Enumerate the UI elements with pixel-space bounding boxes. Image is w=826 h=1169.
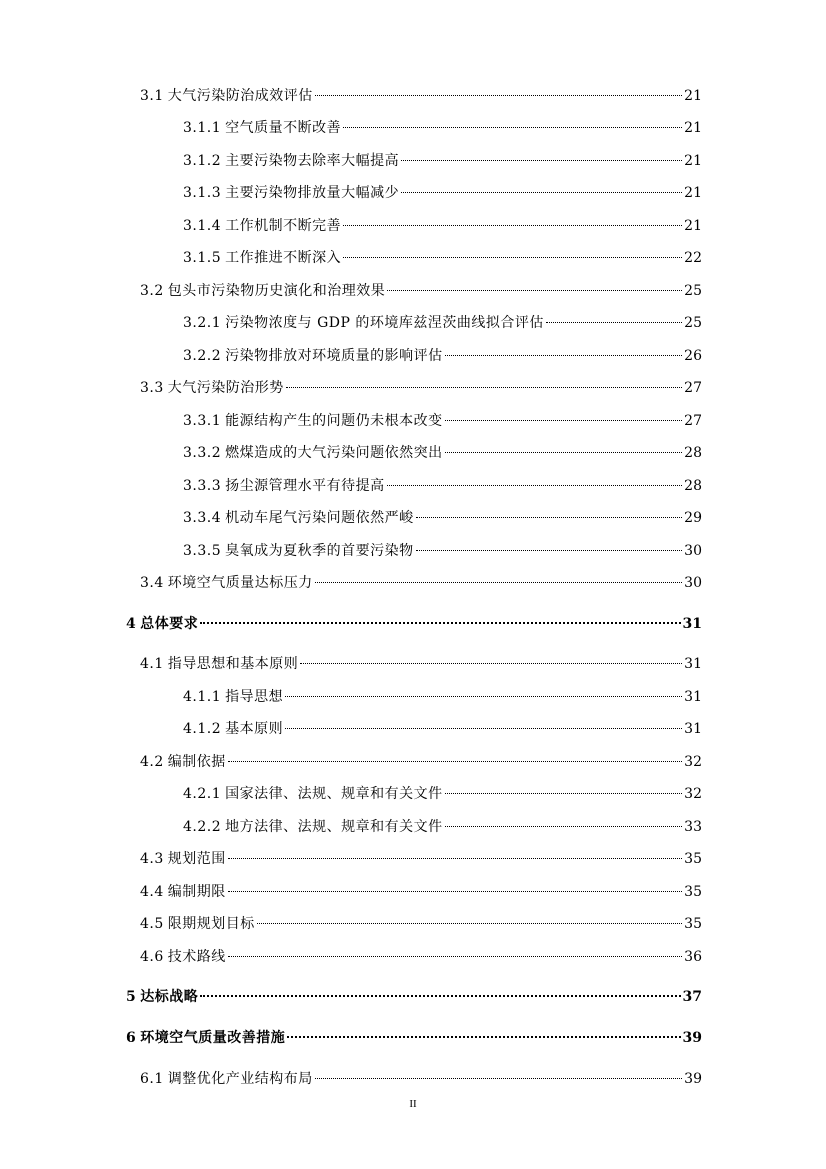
toc-entry-label: 6.1 调整优化产业结构布局 [140, 1071, 313, 1087]
toc-page-number: 31 [682, 616, 702, 632]
toc-entry-label: 3.1.3 主要污染物排放量大幅减少 [183, 185, 400, 201]
dot-leader [445, 792, 683, 794]
dot-leader [343, 256, 682, 258]
toc-page-number: 21 [684, 153, 702, 169]
toc-entry-label: 4.1 指导思想和基本原则 [140, 656, 299, 672]
dot-leader [315, 1077, 682, 1079]
dot-leader [200, 621, 680, 624]
dot-leader [285, 695, 682, 697]
dot-leader [300, 662, 682, 664]
dot-leader [401, 159, 682, 161]
dot-leader [315, 94, 682, 96]
toc-entry-label: 5 达标战略 [126, 989, 199, 1005]
toc-page-number: 32 [684, 786, 702, 802]
toc-entry[interactable] [140, 378, 702, 398]
toc-entry[interactable] [183, 541, 702, 561]
toc-entry[interactable] [183, 476, 702, 496]
toc-page-number: 25 [684, 315, 702, 331]
toc-page-number: 31 [684, 656, 702, 672]
dot-leader [257, 922, 682, 924]
toc-page-number: 29 [684, 510, 702, 526]
toc-entry[interactable] [183, 346, 702, 366]
toc-entry[interactable] [183, 216, 702, 236]
toc-entry-label: 3.3 大气污染防治形势 [140, 380, 284, 396]
toc-entry[interactable] [183, 411, 702, 431]
toc-entry-label: 4.2.1 国家法律、法规、规章和有关文件 [183, 786, 443, 802]
dot-leader [287, 1035, 680, 1038]
toc-entry[interactable] [183, 118, 702, 138]
page-footer-number: II [409, 1098, 417, 1110]
toc-entry-label: 3.3.3 扬尘源管理水平有待提高 [183, 478, 385, 494]
toc-entry-label: 3.1.4 工作机制不断完善 [183, 218, 342, 234]
toc-page-number: 37 [682, 989, 702, 1005]
toc-entry-label: 3.1.5 工作推进不断深入 [183, 250, 342, 266]
toc-page-number: 32 [684, 754, 702, 770]
toc-entry-label: 3.1.2 主要污染物去除率大幅提高 [183, 153, 400, 169]
toc-entry[interactable] [140, 947, 702, 967]
toc-entry[interactable] [183, 313, 702, 333]
toc-entry-label: 4.2.2 地方法律、法规、规章和有关文件 [183, 819, 443, 835]
toc-page-number: 27 [684, 380, 702, 396]
dot-leader [416, 549, 683, 551]
dot-leader [445, 825, 683, 827]
toc-entry[interactable] [140, 914, 702, 934]
toc-page-number: 33 [684, 819, 702, 835]
toc-entry[interactable] [183, 248, 702, 268]
toc-entry[interactable] [183, 151, 702, 171]
dot-leader [343, 126, 682, 128]
toc-entry[interactable] [140, 849, 702, 869]
toc-page-number: 39 [684, 1071, 702, 1087]
toc-entry[interactable] [183, 817, 702, 837]
toc-entry-label: 3.1 大气污染防治成效评估 [140, 88, 313, 104]
toc-entry-label: 4.4 编制期限 [140, 884, 226, 900]
dot-leader [228, 760, 682, 762]
toc-page-number: 28 [684, 478, 702, 494]
dot-leader [228, 890, 682, 892]
toc-chapter-entry[interactable] [126, 614, 702, 634]
toc-entry-label: 3.3.1 能源结构产生的问题仍未根本改变 [183, 413, 443, 429]
toc-entry-label: 3.4 环境空气质量达标压力 [140, 575, 313, 591]
toc-page-number: 25 [684, 283, 702, 299]
toc-page-number: 26 [684, 348, 702, 364]
toc-entry-label: 4.1.1 指导思想 [183, 689, 284, 705]
toc-page-number: 28 [684, 445, 702, 461]
toc-page-number: 31 [684, 689, 702, 705]
toc-entry-label: 3.3.5 臭氧成为夏秋季的首要污染物 [183, 543, 414, 559]
toc-entry-label: 4.5 限期规划目标 [140, 916, 255, 932]
dot-leader [228, 857, 682, 859]
toc-entry[interactable] [183, 508, 702, 528]
toc-entry-label: 3.2 包头市污染物历史演化和治理效果 [140, 283, 386, 299]
toc-chapter-entry[interactable] [126, 1028, 702, 1048]
dot-leader [445, 419, 683, 421]
toc-entry-label: 4.3 规划范围 [140, 851, 226, 867]
toc-page-number: 21 [684, 185, 702, 201]
toc-entry[interactable] [140, 1069, 702, 1089]
toc-page-number: 30 [684, 575, 702, 591]
toc-entry[interactable] [140, 281, 702, 301]
dot-leader [445, 451, 683, 453]
toc-entry[interactable] [140, 86, 702, 106]
toc-entry-label: 4.2 编制依据 [140, 754, 226, 770]
toc-entry-label: 3.3.4 机动车尾气污染问题依然严峻 [183, 510, 414, 526]
toc-entry[interactable] [140, 752, 702, 772]
toc-entry-label: 4.6 技术路线 [140, 949, 226, 965]
toc-page-number: 22 [684, 250, 702, 266]
dot-leader [416, 516, 683, 518]
toc-page-number: 21 [684, 120, 702, 136]
toc-page-number: 30 [684, 543, 702, 559]
dot-leader [286, 386, 682, 388]
toc-page-number: 35 [684, 851, 702, 867]
toc-entry-label: 3.2.1 污染物浓度与 GDP 的环境库兹涅茨曲线拟合评估 [183, 315, 544, 331]
toc-entry-label: 6 环境空气质量改善措施 [126, 1030, 286, 1046]
dot-leader [387, 289, 682, 291]
dot-leader [200, 994, 680, 997]
toc-page-number: 35 [684, 916, 702, 932]
dot-leader [445, 354, 683, 356]
toc-entry-label: 3.3.2 燃煤造成的大气污染问题依然突出 [183, 445, 443, 461]
dot-leader [343, 224, 682, 226]
toc-page-number: 39 [682, 1030, 702, 1046]
toc-entry[interactable] [140, 654, 702, 674]
toc-page-number: 35 [684, 884, 702, 900]
toc-entry-label: 3.2.2 污染物排放对环境质量的影响评估 [183, 348, 443, 364]
toc-chapter-entry[interactable] [126, 987, 702, 1007]
toc-entry-label: 4 总体要求 [126, 616, 199, 632]
toc-entry[interactable] [140, 573, 702, 593]
toc-entry[interactable] [183, 784, 702, 804]
toc-page-number: 31 [684, 721, 702, 737]
toc-entry-label: 4.1.2 基本原则 [183, 721, 284, 737]
dot-leader [401, 191, 682, 193]
toc-page-number: 27 [684, 413, 702, 429]
toc-entry-label: 3.1.1 空气质量不断改善 [183, 120, 342, 136]
dot-leader [285, 727, 682, 729]
dot-leader [387, 484, 683, 486]
toc-entry[interactable] [183, 687, 702, 707]
toc-page-number: 36 [684, 949, 702, 965]
toc-page-number: 21 [684, 88, 702, 104]
toc-entry[interactable] [183, 183, 702, 203]
toc-entry[interactable] [183, 443, 702, 463]
toc-entry[interactable] [140, 882, 702, 902]
dot-leader [315, 581, 682, 583]
dot-leader [546, 321, 682, 323]
toc-entry[interactable] [183, 719, 702, 739]
toc-page-number: 21 [684, 218, 702, 234]
dot-leader [228, 955, 682, 957]
